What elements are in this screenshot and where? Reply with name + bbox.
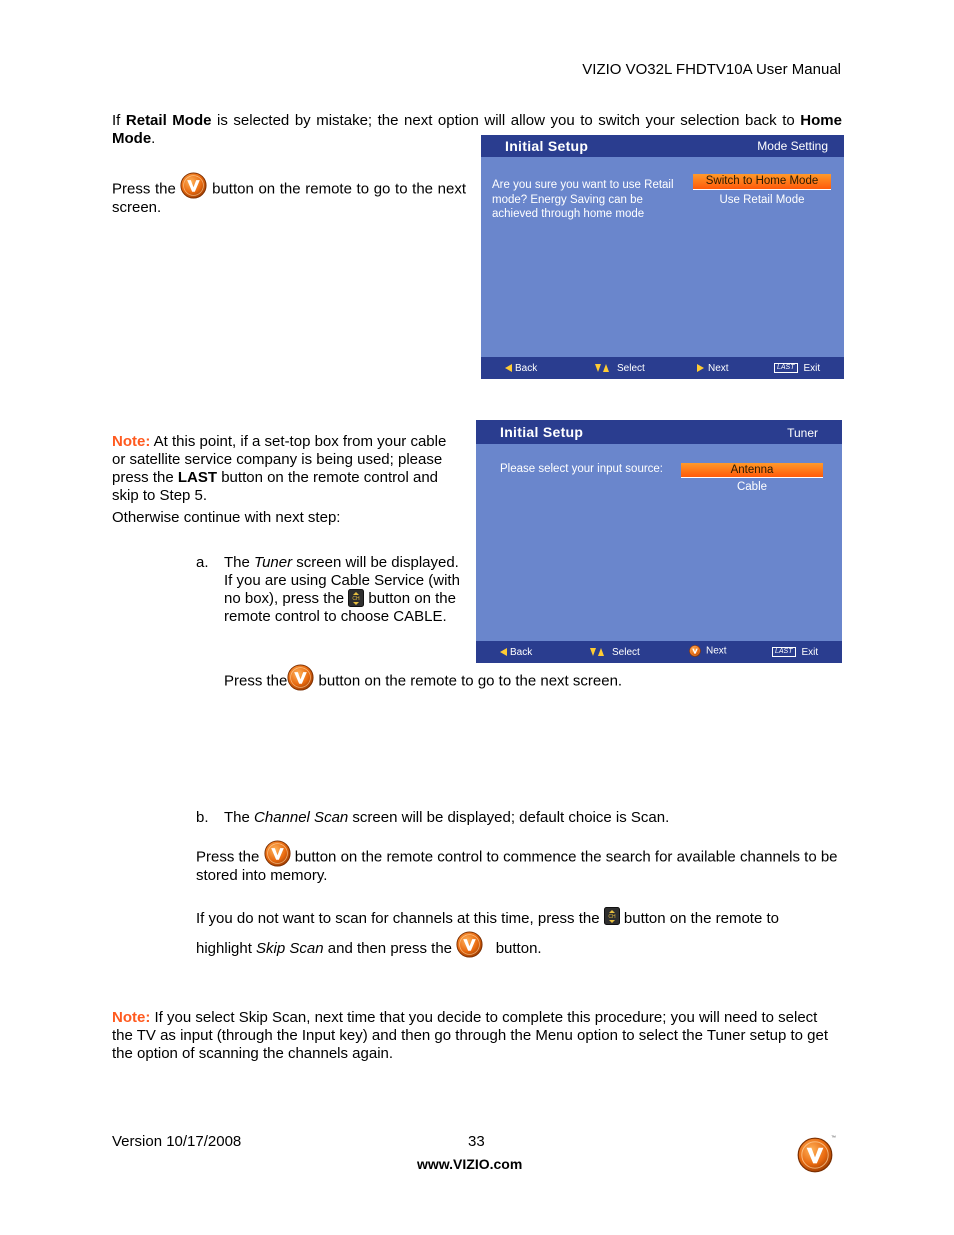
trademark-mark: ™ bbox=[831, 1135, 836, 1141]
manual-title: VIZIO VO32L FHDTV10A User Manual bbox=[582, 61, 841, 78]
press-instruction-2: Press the button on the remote to go to the next screen. bbox=[224, 672, 844, 691]
tv-screen-title: Initial Setup bbox=[505, 138, 589, 154]
option-antenna[interactable]: Antenna bbox=[681, 463, 823, 478]
option-cable[interactable]: Cable bbox=[736, 481, 768, 493]
footer-back: Back bbox=[505, 363, 537, 374]
tv-screen-tuner bbox=[476, 420, 842, 663]
note-skip-scan: Note: If you select Skip Scan, next time that you decide to complete this procedure; you will need to select the TV as input (through the Input key) and then go through the Menu option to select the Tuner setup to get the option of scanning the channels again. bbox=[112, 1009, 829, 1062]
back-arrow-icon bbox=[500, 648, 507, 656]
website-link[interactable]: www.VIZIO.com bbox=[417, 1156, 523, 1172]
version-text: Version 10/17/2008 bbox=[112, 1133, 242, 1150]
v-button-icon bbox=[264, 840, 291, 867]
note-settop-box: Note: At this point, if a set-top box from your cable or satellite service company is being used; please press the LAST button on the remote control and skip to Step 5. bbox=[112, 433, 447, 504]
footer-next: Next bbox=[689, 645, 727, 657]
last-key-icon: LAST bbox=[772, 647, 796, 657]
back-arrow-icon bbox=[505, 364, 512, 372]
channel-button-icon bbox=[604, 907, 620, 925]
press-instruction-1: Press the button on the remote to go to the next screen. bbox=[112, 180, 466, 217]
tv-screen-header bbox=[476, 420, 842, 444]
footer-select: Select bbox=[595, 363, 645, 374]
tv-screen-header bbox=[481, 135, 844, 157]
select-arrows-icon bbox=[590, 648, 606, 657]
press-instruction-3: Press the button on the remote control to commence the search for available channels to be stored into memory. bbox=[196, 848, 842, 885]
footer-select: Select bbox=[590, 647, 640, 658]
skip-scan-line-1: If you do not want to scan for channels at this time, press the button on the remote to bbox=[196, 910, 842, 928]
tv-screen-footer bbox=[481, 357, 844, 379]
otherwise-text: Otherwise continue with next step: bbox=[112, 509, 341, 526]
tv-screen-section: Tuner bbox=[787, 426, 818, 440]
tv-screen-section: Mode Setting bbox=[757, 139, 828, 153]
footer-exit: LAST Exit bbox=[774, 363, 820, 374]
footer-back: Back bbox=[500, 647, 532, 658]
step-b-text: The Channel Scan screen will be displayed; default choice is Scan. bbox=[224, 809, 670, 826]
step-a-marker: a. bbox=[196, 554, 209, 571]
step-b-marker: b. bbox=[196, 809, 209, 826]
retail-question: Are you sure you want to use Retail mode? Energy Saving can be achieved through home mode bbox=[492, 179, 674, 220]
footer-next: Next bbox=[697, 363, 729, 374]
tv-screen-footer bbox=[476, 641, 842, 663]
v-button-icon bbox=[456, 931, 483, 958]
tv-screen-mode-setting bbox=[481, 135, 844, 379]
tv-screen-title: Initial Setup bbox=[500, 424, 584, 440]
v-button-icon bbox=[287, 664, 314, 691]
channel-button-icon bbox=[348, 589, 364, 607]
skip-scan-line-2: highlight Skip Scan and then press the button. bbox=[196, 940, 842, 958]
page-number: 33 bbox=[468, 1133, 485, 1150]
last-key-icon: LAST bbox=[774, 363, 798, 373]
option-switch-to-home-mode[interactable]: Switch to Home Mode bbox=[693, 174, 831, 190]
vizio-logo-icon bbox=[797, 1137, 833, 1173]
option-use-retail-mode[interactable]: Use Retail Mode bbox=[719, 194, 805, 206]
intro-paragraph: If Retail Mode is selected by mistake; the next option will allow you to switch your selection back to Home Mode. bbox=[112, 112, 842, 147]
footer-exit: LAST Exit bbox=[772, 647, 818, 658]
input-source-prompt: Please select your input source: bbox=[500, 463, 664, 475]
select-arrows-icon bbox=[595, 364, 611, 373]
v-button-icon bbox=[180, 172, 207, 199]
step-a-text: The Tuner screen will be displayed. If you are using Cable Service (with no box), press the button on the remote control to choose CABLE. bbox=[224, 554, 460, 625]
v-button-icon bbox=[689, 645, 701, 657]
next-arrow-icon bbox=[697, 364, 704, 372]
